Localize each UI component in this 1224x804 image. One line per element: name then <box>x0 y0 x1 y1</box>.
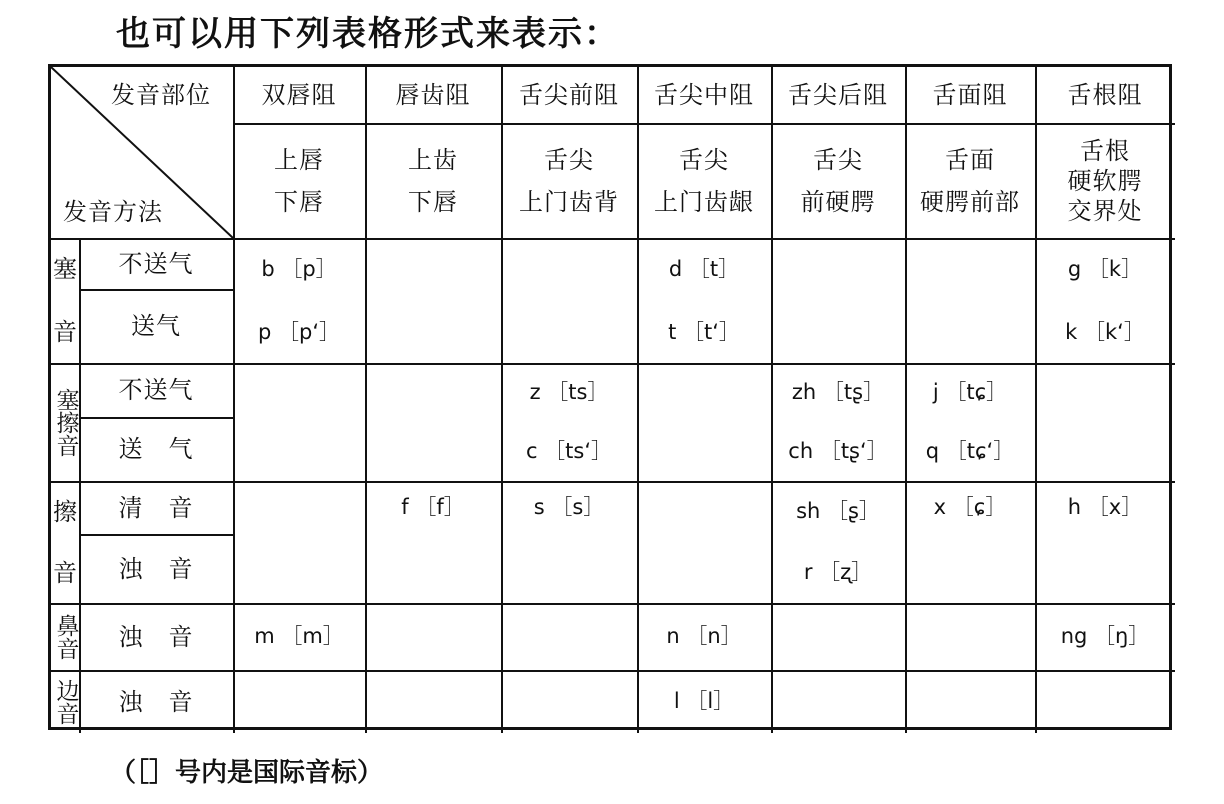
place-palatal: 舌面阻 <box>932 81 1008 109</box>
place-velar: 舌根阻 <box>1067 81 1143 109</box>
place-bilabial: 双唇阻 <box>261 81 337 109</box>
place-labiodental: 唇齿阻 <box>395 81 471 109</box>
articulators-alveolar <box>637 123 771 238</box>
articulators-palatal <box>905 123 1035 238</box>
group-stop <box>51 238 79 363</box>
phoneme: b ［p］ <box>261 257 337 282</box>
place-retroflex: 舌尖后阻 <box>788 81 888 109</box>
cell-nasal-bilabial: m ［m］ <box>254 624 344 649</box>
articulators-bilabial <box>233 123 365 238</box>
phoneme: r ［ʐ］ <box>803 560 873 585</box>
cell-stop-bilabial <box>233 238 365 363</box>
sub-stop-unaspirated: 不送气 <box>118 249 194 278</box>
lower-articulator: 前硬腭 <box>800 187 876 216</box>
group-nasal: 鼻音 <box>52 613 79 660</box>
cell-fricative-dental: s ［s］ <box>533 495 605 520</box>
lower-articulator: 下唇 <box>274 187 324 216</box>
sub-fricative-voiceless: 清 音 <box>118 493 194 522</box>
lower-articulator: 上门齿龈 <box>654 187 754 216</box>
upper-articulator: 舌尖 <box>679 145 729 174</box>
cell-nasal-alveolar: n ［n］ <box>666 624 742 649</box>
phoneme: t ［t‘］ <box>668 319 740 344</box>
sub-affricate-aspirated: 送 气 <box>118 435 194 463</box>
phonetic-table <box>48 64 1172 730</box>
cell-fricative-palatal: x ［ɕ］ <box>933 495 1007 520</box>
group-stop-bottom: 音 <box>53 317 77 346</box>
intro-text: 也可以用下列表格形式来表示： <box>116 14 620 54</box>
lower-articulator: 下唇 <box>408 187 458 216</box>
group-stop-top: 塞 <box>53 255 77 284</box>
corner-manner-label: 发音方法 <box>63 198 163 226</box>
cell-fricative-labiodental: f ［f］ <box>401 495 465 520</box>
cell-affricate-dental <box>501 363 637 481</box>
articulator-line: 舌根 <box>1080 136 1130 165</box>
cell-affricate-retroflex <box>771 363 905 481</box>
sub-lateral-voiced: 浊 音 <box>118 687 194 716</box>
upper-articulator: 舌尖 <box>544 145 594 174</box>
sub-affricate-unaspirated: 不送气 <box>118 376 194 404</box>
sub-nasal-voiced: 浊 音 <box>118 622 194 651</box>
articulator-line: 硬软腭 <box>1067 166 1143 195</box>
phoneme: k ［k‘］ <box>1065 319 1145 344</box>
upper-articulator: 上唇 <box>274 145 324 174</box>
group-fricative-bottom: 音 <box>53 558 77 587</box>
corner-place-label: 发音部位 <box>111 81 211 109</box>
group-lateral: 边音 <box>52 678 79 725</box>
phoneme: sh ［ʂ］ <box>796 499 880 524</box>
phoneme: c ［ts‘］ <box>525 439 613 464</box>
upper-articulator: 舌面 <box>945 145 995 174</box>
articulators-retroflex <box>771 123 905 238</box>
articulators-labiodental <box>365 123 501 238</box>
cell-nasal-velar: ng ［ŋ］ <box>1060 624 1150 649</box>
articulators-dental <box>501 123 637 238</box>
place-alveolar: 舌尖中阻 <box>654 81 754 109</box>
cell-affricate-palatal <box>905 363 1035 481</box>
place-dental: 舌尖前阻 <box>519 81 619 109</box>
lower-articulator: 上门齿背 <box>519 187 619 216</box>
sub-fricative-voiced: 浊 音 <box>118 554 194 583</box>
cell-lateral-alveolar: l ［l］ <box>673 689 735 714</box>
sub-stop-aspirated: 送气 <box>131 312 181 340</box>
group-fricative <box>51 481 79 603</box>
phoneme: p ［p‘］ <box>257 319 340 344</box>
phoneme: z ［ts］ <box>529 380 609 405</box>
upper-articulator: 舌尖 <box>813 145 863 174</box>
cell-stop-velar <box>1035 238 1175 363</box>
phoneme: g ［k］ <box>1067 257 1143 282</box>
phoneme: zh ［tʂ］ <box>791 380 885 405</box>
group-fricative-top: 擦 <box>53 497 77 526</box>
articulators-velar <box>1035 123 1175 238</box>
phoneme: j ［tɕ］ <box>932 380 1008 405</box>
upper-articulator: 上齿 <box>408 145 458 174</box>
phoneme: ch ［tʂ‘］ <box>788 439 888 464</box>
cell-stop-alveolar <box>637 238 771 363</box>
cell-fricative-retroflex <box>771 481 905 603</box>
cell-fricative-velar: h ［x］ <box>1067 495 1143 520</box>
footnote: （［］号内是国际音标） <box>110 758 384 788</box>
group-affricate: 塞擦音 <box>52 387 79 457</box>
phoneme: q ［tɕ‘］ <box>925 439 1015 464</box>
lower-articulator: 硬腭前部 <box>920 187 1020 216</box>
phoneme: d ［t］ <box>668 257 740 282</box>
articulator-line: 交界处 <box>1067 196 1143 225</box>
